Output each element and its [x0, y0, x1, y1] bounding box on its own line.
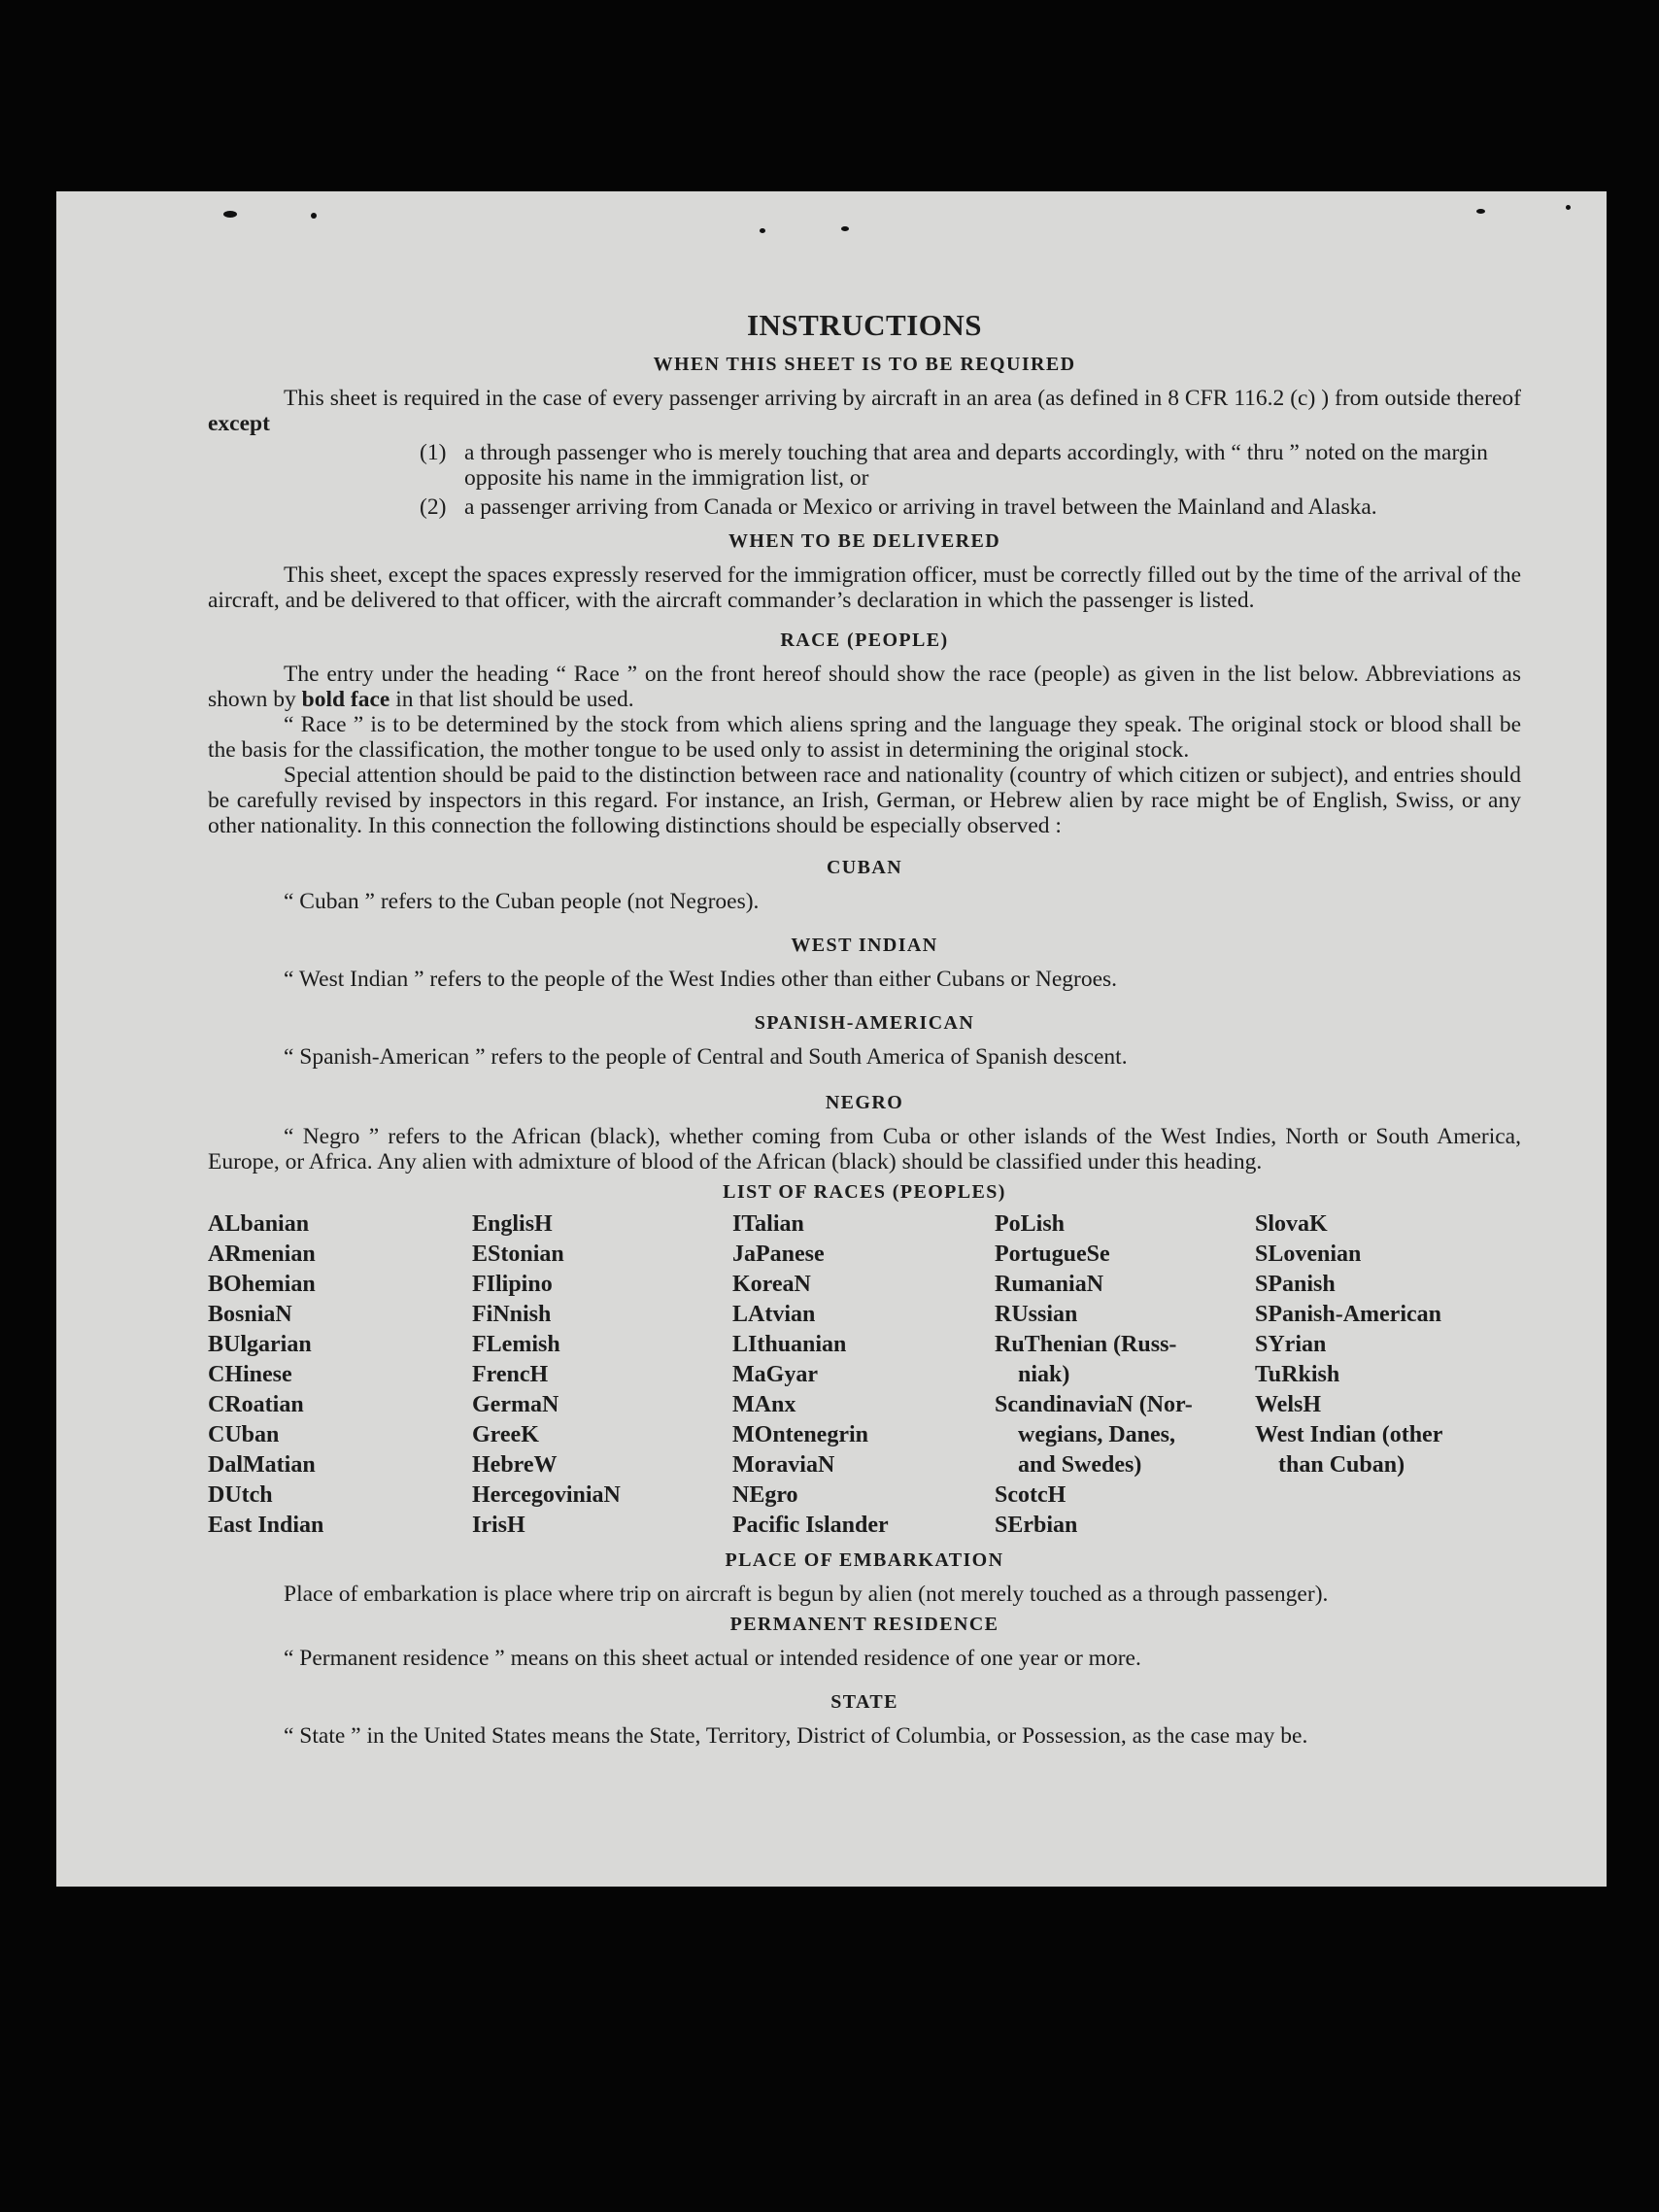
document-sheet — [56, 191, 1607, 1887]
paragraph: “ Spanish-American ” refers to the people of Central and South America of Spanish descent. — [284, 1044, 1128, 1070]
race-list — [208, 1209, 1521, 1541]
list-item — [420, 440, 1521, 491]
race-item: RUssian — [995, 1302, 1078, 1327]
paragraph: “ Race ” is to be determined by the stock from which aliens spring and the language they speak. The original stock or blood shall be the basis for the classification, the mother tongue to be used only to assist in determining the original stock. — [208, 712, 1521, 763]
paragraph: “ Cuban ” refers to the Cuban people (not Negroes). — [284, 889, 760, 914]
race-item: NEgro — [732, 1482, 798, 1508]
speck-mark — [1566, 205, 1571, 210]
race-item: CHinese — [208, 1362, 292, 1387]
race-item: EStonian — [472, 1242, 564, 1267]
paragraph: “ Negro ” refers to the African (black), whether coming from Cuba or other islands of the West Indies, North or South America, Europe, or Africa. Any alien with admixture of blood of the African (black) should be classified under this heading. — [208, 1124, 1521, 1174]
race-column — [1255, 1209, 1521, 1541]
race-item: SYrian — [1255, 1332, 1327, 1357]
race-item: DUtch — [208, 1482, 273, 1508]
section-heading: WEST INDIAN — [791, 935, 938, 956]
race-item: and Swedes) — [1018, 1452, 1142, 1478]
speck-mark — [1476, 209, 1485, 214]
paragraph: “ West Indian ” refers to the people of the West Indies other than either Cubans or Negroes. — [284, 967, 1118, 992]
race-item: West Indian (other — [1255, 1422, 1443, 1447]
race-item: ScandinaviaN (Nor- — [995, 1392, 1193, 1417]
paragraph: Special attention should be paid to the distinction between race and nationality (country of which citizen or subject), and entries should be carefully revised by inspectors in this regard. For instance, an Irish, German, or Hebrew alien by race might be of English, Swiss, or any other nationality. In this connection the following distinctions should be especially observed : — [208, 763, 1521, 838]
race-item: MOntenegrin — [732, 1422, 868, 1447]
race-item: BUlgarian — [208, 1332, 312, 1357]
race-item: CRoatian — [208, 1392, 304, 1417]
item-number: (1) — [420, 440, 447, 465]
section-heading: NEGRO — [825, 1092, 904, 1113]
race-column — [995, 1209, 1255, 1541]
speck-mark — [841, 226, 849, 231]
race-item: wegians, Danes, — [1018, 1422, 1176, 1447]
race-item: SPanish — [1255, 1272, 1336, 1297]
race-item: ScotcH — [995, 1482, 1066, 1508]
race-item: CUban — [208, 1422, 280, 1447]
race-item: JaPanese — [732, 1242, 825, 1267]
race-item: MaGyar — [732, 1362, 818, 1387]
race-item: KoreaN — [732, 1272, 811, 1297]
section-heading: WHEN THIS SHEET IS TO BE REQUIRED — [653, 354, 1076, 375]
list-item — [420, 494, 1521, 520]
race-item: HebreW — [472, 1452, 558, 1478]
section-heading: CUBAN — [826, 857, 903, 878]
race-item: DalMatian — [208, 1452, 316, 1478]
paragraph-text: in that list should be used. — [395, 687, 634, 712]
race-column — [472, 1209, 732, 1541]
page-title: INSTRUCTIONS — [746, 308, 982, 342]
section-heading: LIST OF RACES (PEOPLES) — [723, 1181, 1006, 1203]
race-item: WelsH — [1255, 1392, 1322, 1417]
race-item: EnglisH — [472, 1211, 553, 1237]
speck-mark — [311, 213, 317, 219]
item-text: a passenger arriving from Canada or Mexico or arriving in travel between the Mainland and Alaska. — [464, 494, 1377, 520]
section-heading: RACE (PEOPLE) — [780, 630, 949, 651]
paragraph: Place of embarkation is place where trip on aircraft is begun by alien (not merely touched as a through passenger). — [284, 1582, 1329, 1607]
section-heading: SPANISH-AMERICAN — [754, 1012, 975, 1034]
section-heading: PERMANENT RESIDENCE — [729, 1614, 999, 1635]
race-column — [732, 1209, 995, 1541]
race-item: MAnx — [732, 1392, 796, 1417]
race-item: than Cuban) — [1278, 1452, 1405, 1478]
race-item: LIthuanian — [732, 1332, 847, 1357]
race-item: GreeK — [472, 1422, 539, 1447]
race-item: RumaniaN — [995, 1272, 1104, 1297]
race-item: ALbanian — [208, 1211, 310, 1237]
race-item: HercegoviniaN — [472, 1482, 621, 1508]
race-column — [208, 1209, 472, 1541]
race-item: TuRkish — [1255, 1362, 1340, 1387]
paragraph — [208, 386, 1521, 436]
race-item: FiNnish — [472, 1302, 552, 1327]
race-item: SErbian — [995, 1513, 1078, 1538]
race-item: SLovenian — [1255, 1242, 1362, 1267]
race-item: BOhemian — [208, 1272, 316, 1297]
race-item: Pacific Islander — [732, 1513, 889, 1538]
race-item: BosniaN — [208, 1302, 292, 1327]
race-item: East Indian — [208, 1513, 324, 1538]
speck-mark — [223, 211, 237, 218]
race-item: ITalian — [732, 1211, 804, 1237]
paragraph — [208, 662, 1521, 712]
race-item: MoraviaN — [732, 1452, 835, 1478]
race-item: PortugueSe — [995, 1242, 1110, 1267]
race-item: LAtvian — [732, 1302, 816, 1327]
paragraph: “ Permanent residence ” means on this sheet actual or intended residence of one year or more. — [284, 1646, 1141, 1671]
race-item: RuThenian (Russ- — [995, 1332, 1177, 1357]
section-heading: PLACE OF EMBARKATION — [725, 1549, 1004, 1571]
race-item: FIlipino — [472, 1272, 553, 1297]
item-text: a through passenger who is merely touching that area and departs accordingly, with “ thru ” noted on the margin opposite his name in the immigration list, or — [464, 440, 1488, 491]
race-item: PoLish — [995, 1211, 1066, 1237]
race-item: FLemish — [472, 1332, 560, 1357]
bold-text: except — [208, 411, 270, 436]
race-item: SlovaK — [1255, 1211, 1328, 1237]
section-heading: STATE — [830, 1691, 898, 1713]
race-item: SPanish-American — [1255, 1302, 1441, 1327]
paragraph-text: This sheet is required in the case of every passenger arriving by aircraft in an area (as defined in 8 CFR 116.2 (c) ) from outside thereof — [284, 386, 1521, 411]
bold-text: bold face — [301, 687, 390, 712]
section-heading: WHEN TO BE DELIVERED — [728, 530, 1001, 552]
paragraph: This sheet, except the spaces expressly reserved for the immigration officer, must be correctly filled out by the time of the arrival of the aircraft, and be delivered to that officer, with the aircraft commander’s declaration in which the passenger is listed. — [208, 562, 1521, 613]
race-item: FrencH — [472, 1362, 549, 1387]
paragraph: “ State ” in the United States means the State, Territory, District of Columbia, or Possession, as the case may be. — [284, 1723, 1308, 1749]
instructions-content — [208, 308, 1521, 1749]
speck-mark — [760, 228, 765, 233]
race-item: IrisH — [472, 1513, 525, 1538]
race-item: GermaN — [472, 1392, 559, 1417]
race-item: niak) — [1018, 1362, 1070, 1387]
race-item: ARmenian — [208, 1242, 316, 1267]
item-number: (2) — [420, 494, 447, 520]
paragraph-text: The entry under the heading “ Race ” on the front hereof should show the race (people) as given in the list below. Abbreviations as shown by — [208, 662, 1521, 712]
